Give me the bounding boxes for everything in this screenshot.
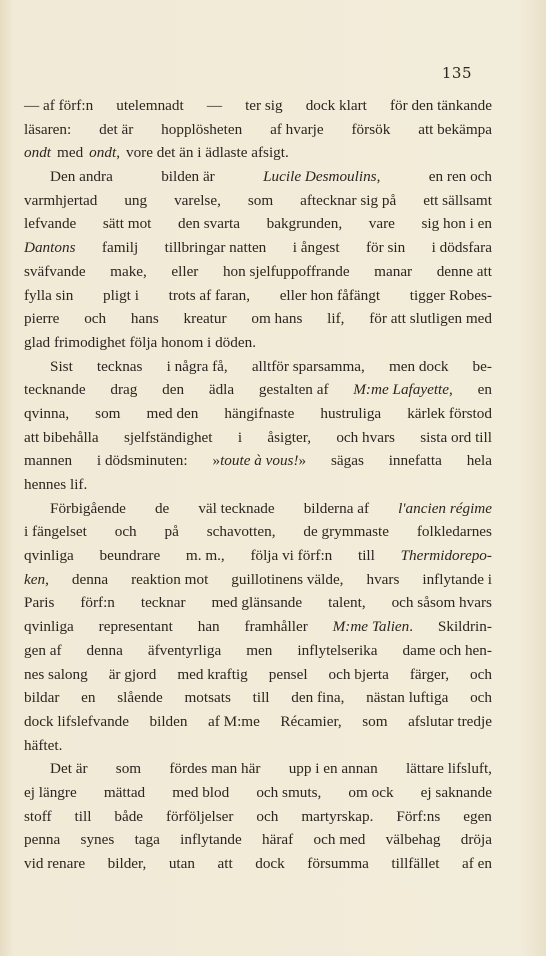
text-line (24, 781, 492, 805)
text-word: familj (101, 239, 139, 257)
text-word: taga (134, 831, 160, 849)
text-word: de (154, 499, 170, 517)
text-line (24, 568, 492, 592)
text-word: pierre (24, 310, 60, 328)
text-line (24, 378, 492, 402)
text-word: bilderna af (303, 499, 370, 517)
text-word: bilden (149, 712, 188, 730)
text-word: lif, (327, 310, 345, 328)
text-word: ter sig (245, 97, 283, 114)
text-word: denna (86, 641, 123, 659)
text-word: talent, (328, 594, 366, 612)
text-word: att bibehålla (24, 428, 99, 446)
text-word: en (477, 381, 492, 399)
text-word: synes (80, 831, 115, 849)
text-word: bilden är (161, 168, 215, 186)
text-word: häftet. (24, 736, 63, 754)
text-word: om hans (251, 310, 303, 328)
text-word: utan (168, 855, 195, 872)
text-word: kärlek förstod (407, 404, 492, 422)
text-word: vare (368, 215, 395, 233)
text-word: hela (466, 452, 492, 470)
text-word: häraf (262, 831, 294, 849)
text-word: att bekämpa (418, 120, 492, 138)
text-word: äfventyrliga (147, 641, 222, 659)
text-word: alltför sparsamma, (251, 357, 365, 375)
text-word: vid renare (24, 855, 86, 872)
text-word: m. m., (185, 547, 225, 565)
text-word: be- (472, 357, 492, 375)
text-word: beundrare (99, 547, 161, 565)
text-word: af M:me (207, 712, 260, 730)
text-word: nes salong (24, 665, 88, 683)
text-word: ädla (208, 381, 235, 399)
text-word: lättare lifsluft, (405, 760, 492, 778)
text-word: qvinna, (24, 404, 70, 422)
text-word: hustruliga (320, 404, 382, 422)
text-word: reaktion mot (131, 570, 209, 588)
text-word: förf:n (80, 594, 115, 612)
text-word: nästan luftiga (366, 689, 449, 707)
text-word: och (470, 665, 492, 683)
text-word: inflytelserika (297, 641, 378, 659)
text-word: hennes lif. (24, 476, 88, 493)
text-word: varmhjertad (24, 191, 98, 209)
text-word: sista ord till (420, 428, 492, 446)
text-word: den svarta (178, 215, 241, 233)
text-word: upp i en annan (288, 760, 378, 778)
text-word: ondt (24, 144, 52, 162)
text-word: innefatta (388, 452, 442, 470)
text-word: af en (462, 855, 492, 872)
text-word: inflytande (180, 831, 242, 849)
text-word: och med (313, 831, 366, 849)
text-word: dröja (460, 831, 492, 849)
text-word: och (470, 689, 492, 707)
text-word: ej saknande (420, 783, 492, 801)
text-word: som (247, 191, 274, 209)
text-line (24, 307, 492, 331)
text-line (24, 686, 492, 710)
text-word: hon sjelfuppoffrande (222, 262, 350, 280)
text-word: på (164, 523, 179, 541)
text-word: är gjord (108, 665, 157, 683)
text-word: både (114, 807, 144, 825)
text-word: i några få, (166, 357, 228, 375)
text-word: M:me Lafayette, (353, 381, 453, 399)
text-word: af hvarje (270, 120, 324, 138)
text-word: åsigter, (267, 428, 312, 446)
text-word: schavotten, (206, 523, 276, 541)
text-word: dock (255, 855, 285, 872)
text-word: bildar (24, 689, 60, 707)
text-word: motsats (184, 689, 231, 707)
text-line (24, 355, 492, 379)
text-word: Förf:ns (396, 807, 441, 825)
text-word: tecknande (24, 381, 86, 399)
text-word: färger, (409, 665, 450, 683)
text-word: varelse, (174, 191, 221, 209)
text-line (24, 663, 492, 687)
text-word: om ock (348, 783, 394, 801)
text-word: ken, (24, 570, 49, 588)
text-word: och (114, 523, 137, 541)
text-word: ej längre (24, 783, 77, 801)
text-line (24, 852, 492, 876)
text-word: till (357, 547, 375, 565)
body-text (24, 94, 492, 876)
text-word: tillbringar natten (164, 239, 267, 257)
text-line (24, 449, 492, 473)
text-line (24, 828, 492, 852)
text-word: qvinliga (24, 547, 74, 565)
text-word: hängifnaste (224, 404, 295, 422)
text-word: och bjerta (328, 665, 389, 683)
text-line (24, 639, 492, 663)
text-word: egen (463, 807, 492, 825)
text-word: sägas (330, 452, 364, 470)
text-word: den (162, 381, 185, 399)
text-word: sjelfständighet (123, 428, 213, 446)
text-line (24, 591, 492, 615)
text-word: framhåller (244, 618, 308, 636)
text-word: med den (146, 404, 199, 422)
text-word: inflytande i (422, 570, 492, 588)
text-word: make, (110, 262, 147, 280)
text-word: att (217, 855, 233, 872)
text-word: han (197, 618, 220, 636)
text-line (24, 165, 492, 189)
text-word: för sin (365, 239, 406, 257)
text-line (24, 473, 492, 497)
text-word: hopplösheten (161, 120, 243, 138)
text-word: gestalten af (258, 381, 329, 399)
text-line (24, 260, 492, 284)
text-line (24, 734, 492, 758)
text-word: tillfället (391, 855, 440, 872)
text-word: kreatur (183, 310, 227, 328)
text-word: — af förf:n (24, 97, 94, 114)
text-word: men dock (388, 357, 449, 375)
text-word: Récamier, (280, 712, 342, 730)
text-word: trots af faran, (168, 286, 250, 304)
text-line (24, 805, 492, 829)
text-word: tigger Robes- (409, 286, 492, 304)
text-word: Thermidorepo- (400, 547, 492, 565)
text-word: ung (124, 191, 148, 209)
text-line (24, 710, 492, 734)
text-word: ett sällsamt (423, 191, 492, 209)
text-word: för att slutligen med (369, 310, 492, 328)
text-word: förföljelser (166, 807, 234, 825)
text-word: folkledarnes (416, 523, 492, 541)
text-word: glad frimodighet följa honom i döden. (24, 333, 256, 351)
text-word: i dödsfara (431, 239, 492, 257)
text-word: M:me Talien. (332, 618, 414, 636)
text-word: försumma (307, 855, 369, 872)
text-word: Skildrin- (437, 618, 492, 636)
text-word: väl tecknade (198, 499, 275, 517)
text-word: fylla sin (24, 286, 74, 304)
text-word: fördes man här (169, 760, 261, 778)
text-word: hvars (366, 570, 400, 588)
text-word: eller (171, 262, 199, 280)
text-word: mättad (103, 783, 146, 801)
text-word: drag (110, 381, 138, 399)
text-word: till (252, 689, 270, 707)
text-word: följa vi förf:n (250, 547, 333, 565)
text-line (24, 615, 492, 639)
text-word: med kraftig (177, 665, 248, 683)
text-word: och (84, 310, 107, 328)
text-word: aftecknar sig på (300, 191, 397, 209)
text-word: Förbigående (50, 499, 126, 517)
text-word: sväfvande (24, 262, 86, 280)
text-word: denne att (436, 262, 492, 280)
text-line (24, 141, 492, 165)
text-word: manar (374, 262, 413, 280)
text-word: de grymmaste (303, 523, 389, 541)
text-word: pligt i (103, 286, 139, 304)
text-word: gen af (24, 641, 62, 659)
text-word: men (246, 641, 273, 659)
text-line (24, 189, 492, 213)
text-word: i (237, 428, 243, 446)
text-word: Paris (24, 594, 55, 612)
text-word: Lucile Desmoulins, (263, 168, 381, 186)
text-word: läsaren: (24, 120, 72, 138)
text-word: i ångest (292, 239, 340, 257)
text-line (24, 212, 492, 236)
text-word: en (81, 689, 96, 707)
text-word: i dödsminuten: (96, 452, 188, 470)
page-number: 135 (441, 64, 472, 82)
text-word: för den tänkande (389, 97, 492, 114)
text-word: till (74, 807, 92, 825)
text-line (24, 757, 492, 781)
text-word: utelemnadt (116, 97, 184, 114)
text-line (24, 426, 492, 450)
text-word: som (95, 404, 121, 422)
text-word: som (115, 760, 142, 778)
text-word: bilder, (107, 855, 147, 872)
text-word: l'ancien régime (398, 499, 492, 517)
text-word: hans (130, 310, 159, 328)
text-word: ondt, (89, 144, 120, 162)
text-word: som (362, 712, 388, 730)
text-line (24, 118, 492, 142)
text-line (24, 94, 492, 118)
text-word: »toute à vous!» (212, 452, 307, 470)
text-word: dock klart (305, 97, 367, 114)
text-word: guillotinens välde, (231, 570, 344, 588)
text-word: och såsom hvars (391, 594, 492, 612)
text-word: — (206, 97, 222, 114)
text-line (24, 402, 492, 426)
text-word: och hvars (336, 428, 395, 446)
text-word: med (57, 144, 84, 162)
text-word: sätt mot (102, 215, 152, 233)
text-word: försök (351, 120, 391, 138)
text-word: och (256, 807, 279, 825)
text-word: tecknar (140, 594, 186, 612)
text-line (24, 497, 492, 521)
text-word: och smuts, (256, 783, 322, 801)
text-word: pensel (268, 665, 308, 683)
text-word: denna (71, 570, 109, 588)
text-word: mannen (24, 452, 73, 470)
text-line (24, 331, 492, 355)
text-word: penna (24, 831, 61, 849)
text-word: en ren och (428, 168, 492, 186)
text-word: afslutar tredje (408, 712, 492, 730)
text-word: med blod (172, 783, 230, 801)
text-line (24, 520, 492, 544)
text-word: dock lifslefvande (24, 712, 130, 730)
text-word: stoff (24, 807, 52, 825)
text-line (24, 284, 492, 308)
text-word: tecknas (96, 357, 143, 375)
text-line (24, 236, 492, 260)
text-word: den fina, (291, 689, 345, 707)
text-word: representant (98, 618, 173, 636)
text-word: Det är (50, 760, 88, 778)
text-word: med glänsande (211, 594, 303, 612)
text-word: i fängelset (24, 523, 87, 541)
text-word: sig hon i en (421, 215, 492, 233)
text-word: Sist (50, 357, 73, 375)
text-word: bakgrunden, (266, 215, 343, 233)
text-word: Den andra (50, 168, 113, 186)
text-word: välbehag (385, 831, 441, 849)
text-word: slående (117, 689, 163, 707)
text-word: vore det än i ädlaste afsigt. (125, 144, 289, 162)
text-word: qvinliga (24, 618, 74, 636)
text-word: lefvande (24, 215, 77, 233)
text-word: det är (99, 120, 134, 138)
text-line (24, 544, 492, 568)
text-word: martyrskap. (301, 807, 374, 825)
text-word: dame och hen- (402, 641, 492, 659)
text-word: eller hon fåfängt (279, 286, 381, 304)
text-word: Dantons (24, 239, 76, 257)
